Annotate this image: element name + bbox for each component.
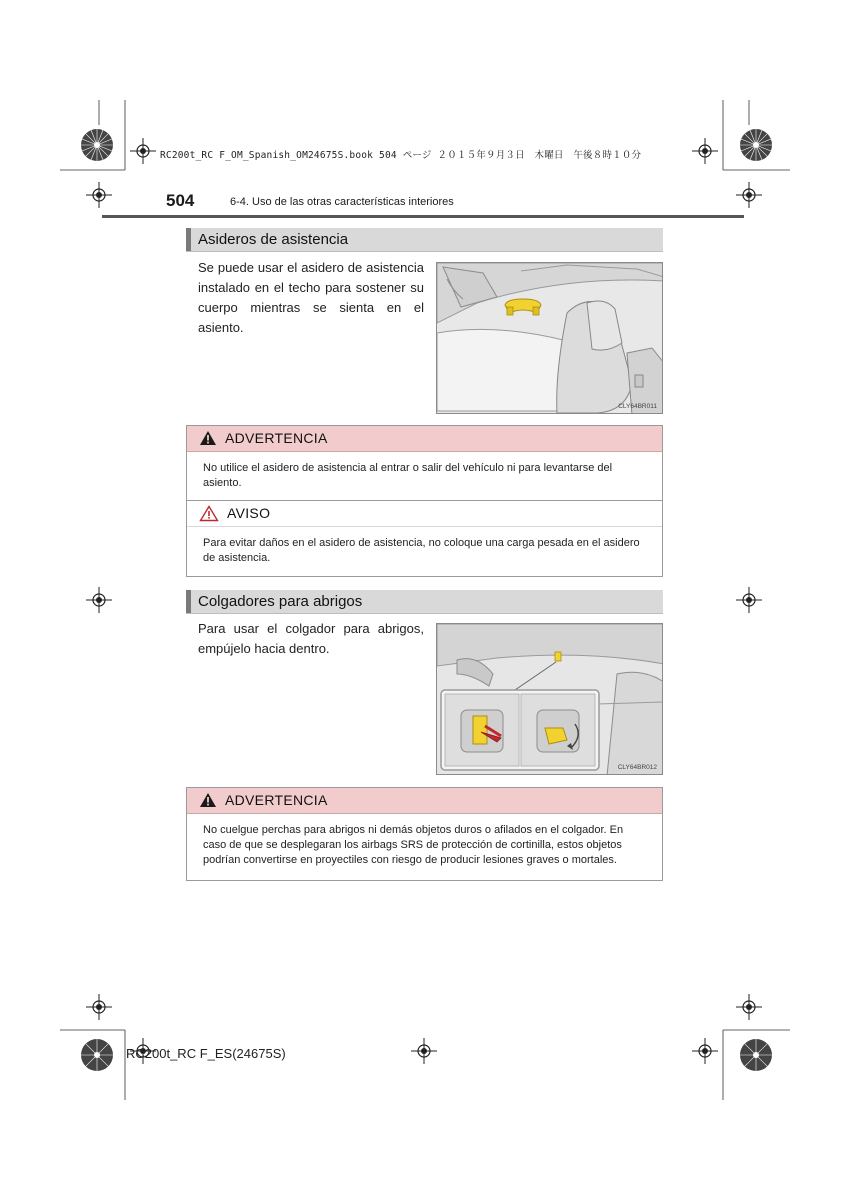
car-interior-coat-hook-illustration (437, 624, 663, 775)
warning-text: No cuelgue perchas para abrigos ni demás objetos duros o afilados en el colgador. En caso de que se desplegaran los airbags SRS de protección de cortinilla, estos objetos podrían convertirse en proyectiles con riesgo de producir lesiones graves o mortales. (203, 824, 624, 866)
footer-code: RC200t_RC F_ES(24675S) (126, 1046, 286, 1061)
heading-marker (186, 590, 191, 613)
notice-text: Para evitar daños en el asidero de asistencia, no coloque una carga pesada en el asidero de asistencia. (203, 537, 640, 564)
coat-hooks-description: Para usar el colgador para abrigos, empújelo hacia dentro. (198, 621, 424, 656)
figure-code: CLY64BR012 (617, 764, 657, 771)
assist-grip-illustration (436, 262, 663, 414)
notice-header (187, 501, 662, 527)
notice-label: AVISO (227, 505, 271, 521)
warning-box-assist-grip (186, 425, 663, 502)
notice-box-assist-grip (186, 500, 663, 577)
caution-triangle-outline-icon (199, 505, 219, 522)
header-rule (102, 215, 744, 218)
warning-header (187, 788, 662, 814)
section-title: Colgadores para abrigos (198, 593, 363, 610)
figure-code: CLY64BR011 (618, 403, 657, 410)
section-breadcrumb: 6-4. Uso de las otras características interiores (230, 196, 454, 208)
warning-text: No utilice el asidero de asistencia al entrar o salir del vehículo ni para levantarse del asiento. (203, 462, 613, 489)
car-interior-ceiling-illustration (437, 263, 663, 414)
heading-marker (186, 228, 191, 251)
warning-box-coat-hook (186, 787, 663, 881)
warning-header (187, 426, 662, 452)
section-heading-coat-hooks (186, 590, 663, 614)
warning-triangle-icon (199, 430, 217, 446)
warning-triangle-icon (199, 792, 217, 808)
warning-label: ADVERTENCIA (225, 430, 328, 446)
page-number: 504 (166, 191, 195, 210)
print-header: RC200t_RC F_OM_Spanish_OM24675S.book 504 ページ ２０１５年９月３日 木曜日 午後８時１０分 (160, 150, 642, 161)
assist-grips-description: Se puede usar el asidero de asistencia instalado en el techo para sostener su cuerpo mientras se sienta en el asiento. (198, 260, 424, 335)
section-title: Asideros de asistencia (198, 231, 349, 248)
coat-hook-illustration (436, 623, 663, 775)
warning-label: ADVERTENCIA (225, 792, 328, 808)
section-heading-assist-grips (186, 228, 663, 252)
